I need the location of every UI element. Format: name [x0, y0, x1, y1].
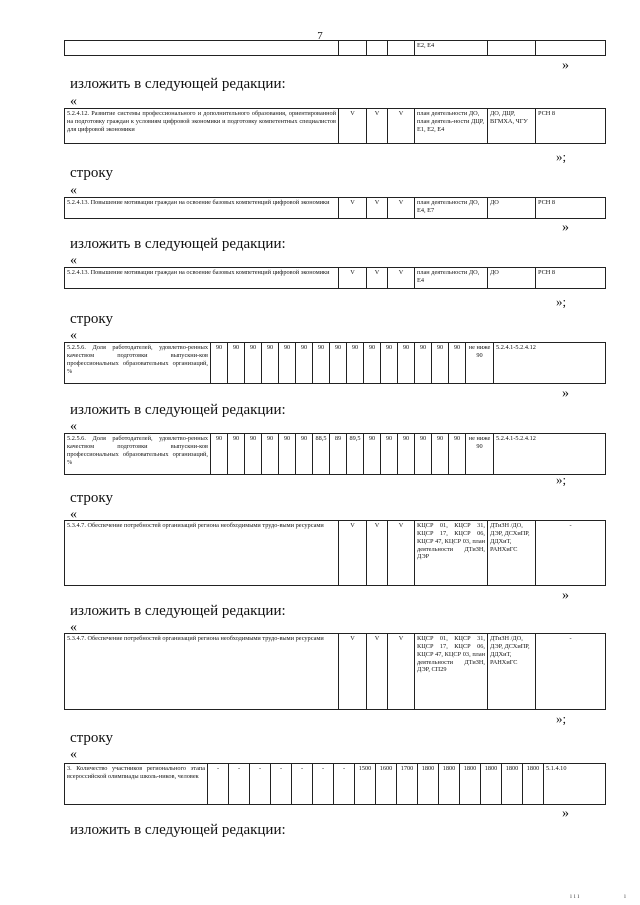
- cell-value: 90: [381, 343, 398, 384]
- cell-value: 90: [228, 434, 245, 475]
- cell-value: 89: [330, 434, 347, 475]
- cell-value: 90: [279, 434, 296, 475]
- cell-v: V: [339, 109, 367, 144]
- quote-open: «: [70, 620, 77, 635]
- cell-code: РСН 8: [536, 198, 606, 219]
- cell-value: 90: [398, 343, 415, 384]
- cell-value: 90: [296, 343, 313, 384]
- quote-close: »: [562, 58, 569, 73]
- table-top-fragment: [64, 40, 606, 56]
- cell-doc: план деятельности ДО, Е4, Е7: [415, 198, 488, 219]
- cell-value: 90: [330, 343, 347, 384]
- cell-code: -: [536, 521, 606, 586]
- cell-value: 1500: [355, 764, 376, 805]
- cell-resp: ДО: [488, 198, 536, 219]
- cell-resp: ДТиЗН /ДО, ДЭР, ДСХиПР, ДДХиТ, РАНХиГС: [488, 634, 536, 710]
- row-name: 5.2.4.12. Развитие системы профессионального и дополнительного образования, ориентированной на подготовку граждан к условиям цифровой экономики и подготовку компетентных специалистов для цифровой экономики: [65, 109, 339, 144]
- cell-value: 90: [245, 434, 262, 475]
- cell-v: V: [367, 521, 388, 586]
- phrase-edit: изложить в следующей редакции:: [70, 822, 286, 838]
- cell-value: -: [250, 764, 271, 805]
- phrase-edit: изложить в следующей редакции:: [70, 76, 286, 92]
- quote-open: «: [70, 183, 77, 198]
- quote-open: «: [70, 507, 77, 522]
- quote-close: »: [562, 806, 569, 821]
- cell-ref: 5.2.4.1-5.2.4.12: [494, 343, 606, 384]
- row-name: 5.2.5.6. Доля работодателей, удовлетво-ренных качеством подготовки выпускни-ков профессиональных образовательных организаций, %: [65, 434, 211, 475]
- cell-v: V: [388, 634, 415, 710]
- cell-value: 88,5: [313, 434, 330, 475]
- cell-value: 90: [262, 434, 279, 475]
- cell-v: V: [388, 109, 415, 144]
- cell-resp: ДО: [488, 268, 536, 289]
- top-fragment-cell: Е2, Е4: [415, 41, 488, 56]
- cell-code: РСН 8: [536, 109, 606, 144]
- table-row-olympiad: [64, 763, 606, 805]
- row-name: 5.2.4.13. Повышение мотивации граждан на освоение базовых компетенций цифровой экономики: [65, 198, 339, 219]
- cell-value: 90: [296, 434, 313, 475]
- cell-value: 90: [211, 343, 228, 384]
- cell-value: 90: [347, 343, 364, 384]
- page-number: 7: [317, 30, 323, 42]
- cell-value: 90: [211, 434, 228, 475]
- cell-doc: план деятельности ДО, план деятель-ности ДЦР, Е1, Е2, Е4: [415, 109, 488, 144]
- phrase-edit: изложить в следующей редакции:: [70, 402, 286, 418]
- phrase-row: строку: [70, 490, 113, 506]
- cell-v: V: [367, 268, 388, 289]
- cell-doc: план деятельности ДО, Е4: [415, 268, 488, 289]
- cell-value: -: [271, 764, 292, 805]
- cell-value: 90: [364, 434, 381, 475]
- row-name: 5.3.4.7. Обеспечение потребностей организаций региона необходимыми трудо-выми ресурсами: [65, 634, 339, 710]
- cell-value: 90: [449, 434, 466, 475]
- row-name: 5.3.4.7. Обеспечение потребностей организаций региона необходимыми трудо-выми ресурсами: [65, 521, 339, 586]
- cell-value: -: [208, 764, 229, 805]
- quote-open: «: [70, 747, 77, 762]
- table-row-5-3-4-7-old: [64, 520, 606, 586]
- cell-value: -: [313, 764, 334, 805]
- cell-v: V: [339, 198, 367, 219]
- row-name: 5.2.4.13. Повышение мотивации граждан на освоение базовых компетенций цифровой экономики: [65, 268, 339, 289]
- cell-value: 1800: [439, 764, 460, 805]
- scan-mark-right: ı: [624, 892, 626, 900]
- cell-value: -: [334, 764, 355, 805]
- cell-value: 1800: [502, 764, 523, 805]
- cell-value: 90: [449, 343, 466, 384]
- quote-open: «: [70, 94, 77, 109]
- cell-v: V: [367, 634, 388, 710]
- cell-doc: КЦСР 01, КЦСР 31, КЦСР 17, КЦСР 06, КЦСР 47, КЦСР 03, план деятельности ДТиЗН, ДЭР, СП29: [415, 634, 488, 710]
- cell-v: V: [339, 521, 367, 586]
- cell-value: 90: [313, 343, 330, 384]
- cell-value: 90: [432, 343, 449, 384]
- cell-value: 90: [262, 343, 279, 384]
- cell-resp: ДТиЗН /ДО, ДЭР, ДСХиПР, ДДХиТ, РАНХиГС: [488, 521, 536, 586]
- phrase-row: строку: [70, 311, 113, 327]
- cell-value: 90: [415, 434, 432, 475]
- phrase-edit: изложить в следующей редакции:: [70, 236, 286, 252]
- cell-v: V: [388, 521, 415, 586]
- cell-value: 90: [415, 343, 432, 384]
- cell-v: V: [367, 198, 388, 219]
- cell-v: V: [388, 268, 415, 289]
- quote-close-semi: »;: [556, 472, 567, 487]
- cell-v: V: [339, 634, 367, 710]
- cell-value: 90: [398, 434, 415, 475]
- cell-value: 90: [245, 343, 262, 384]
- table-row-5-2-5-6-old: [64, 342, 606, 384]
- cell-code: РСН 8: [536, 268, 606, 289]
- table-row-5-2-4-13-new: [64, 267, 606, 289]
- quote-open: «: [70, 419, 77, 434]
- quote-close-semi: »;: [556, 294, 567, 309]
- cell-value: 90: [279, 343, 296, 384]
- row-name: 3. Количество участников регионального этапа всероссийской олимпиады школь-ников, человек: [65, 764, 208, 805]
- row-name: 5.2.5.6. Доля работодателей, удовлетво-ренных качеством подготовки выпускни-ков профессиональных образовательных организаций, %: [65, 343, 211, 384]
- cell-value: -: [229, 764, 250, 805]
- phrase-row: строку: [70, 730, 113, 746]
- quote-close-semi: »;: [556, 149, 567, 164]
- cell-value: 1800: [481, 764, 502, 805]
- cell-value: 1700: [397, 764, 418, 805]
- phrase-edit: изложить в следующей редакции:: [70, 603, 286, 619]
- cell-target: не ниже 90: [466, 343, 494, 384]
- cell-value: 90: [228, 343, 245, 384]
- phrase-row: строку: [70, 165, 113, 181]
- cell-value: 90: [381, 434, 398, 475]
- scan-mark-left: ı ı ı: [570, 892, 580, 900]
- cell-doc: КЦСР 01, КЦСР 31, КЦСР 17, КЦСР 06, КЦСР 47, КЦСР 03, план деятельности ДТиЗН, ДЭР: [415, 521, 488, 586]
- table-row-5-3-4-7-new: [64, 633, 606, 710]
- cell-value: 1600: [376, 764, 397, 805]
- cell-value: 90: [364, 343, 381, 384]
- table-row-5-2-5-6-new: [64, 433, 606, 475]
- cell-ref: 5.2.4.1-5.2.4.12: [494, 434, 606, 475]
- cell-value: 89,5: [347, 434, 364, 475]
- quote-open: «: [70, 328, 77, 343]
- cell-value: 90: [432, 434, 449, 475]
- table-row-5-2-4-13-old: [64, 197, 606, 219]
- quote-close: »: [562, 220, 569, 235]
- quote-close-semi: »;: [556, 711, 567, 726]
- cell-value: 1800: [418, 764, 439, 805]
- cell-v: V: [339, 268, 367, 289]
- cell-code: -: [536, 634, 606, 710]
- quote-close: »: [562, 386, 569, 401]
- cell-ref: 5.1.4.10: [544, 764, 606, 805]
- cell-value: -: [292, 764, 313, 805]
- cell-v: V: [388, 198, 415, 219]
- cell-value: 1800: [523, 764, 544, 805]
- table-row-5-2-4-12: [64, 108, 606, 144]
- cell-value: 1800: [460, 764, 481, 805]
- quote-close: »: [562, 588, 569, 603]
- cell-target: не ниже 90: [466, 434, 494, 475]
- quote-open: «: [70, 253, 77, 268]
- cell-resp: ДО, ДЦР, ВГМХА, ЧГУ: [488, 109, 536, 144]
- cell-v: V: [367, 109, 388, 144]
